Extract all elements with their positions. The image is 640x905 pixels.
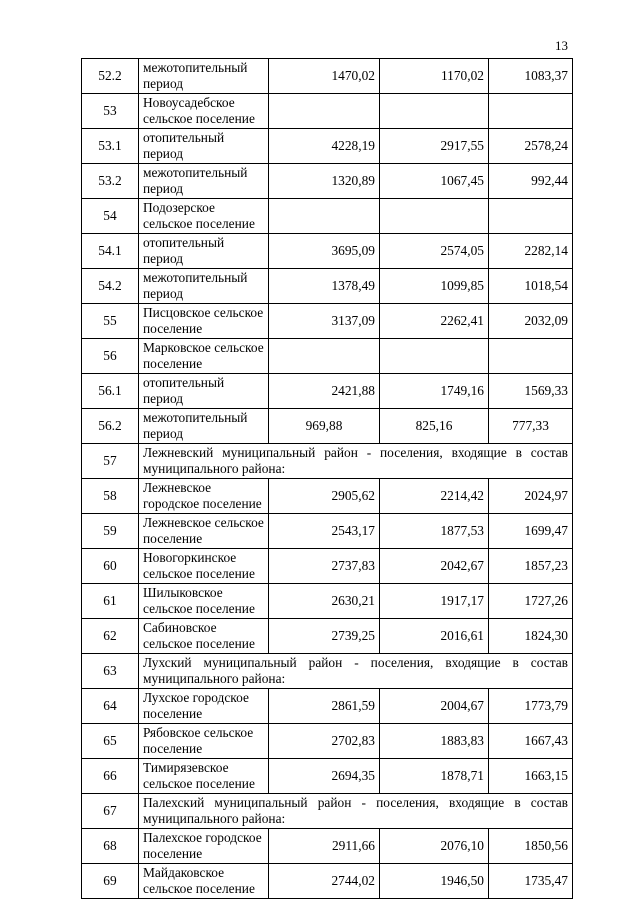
value-cell-3: 1699,47 [489, 514, 573, 549]
row-number: 53 [82, 94, 139, 129]
row-name: Новогоркинское сельское поселение [139, 549, 269, 584]
table-row [82, 234, 573, 269]
value-cell-2: 2004,67 [380, 689, 489, 724]
value-cell-3: 777,33 [489, 409, 573, 444]
row-name: Новоусадебское сельское поселение [139, 94, 269, 129]
table-row [82, 409, 573, 444]
row-number: 58 [82, 479, 139, 514]
table-row [82, 654, 573, 689]
value-cell-2: 2262,41 [380, 304, 489, 339]
value-cell-1: 4228,19 [269, 129, 380, 164]
row-number: 68 [82, 829, 139, 864]
value-cell-2: 1946,50 [380, 864, 489, 899]
value-cell-3: 2024,97 [489, 479, 573, 514]
table-row [82, 759, 573, 794]
value-cell-2: 2574,05 [380, 234, 489, 269]
value-cell-1: 2744,02 [269, 864, 380, 899]
table-row [82, 514, 573, 549]
value-cell-1: 2911,66 [269, 829, 380, 864]
value-cell-3 [489, 339, 573, 374]
value-cell-1: 2421,88 [269, 374, 380, 409]
row-number: 56 [82, 339, 139, 374]
row-name: межотопительный период [139, 269, 269, 304]
row-name: отопительный период [139, 129, 269, 164]
table-row [82, 374, 573, 409]
value-cell-3: 1773,79 [489, 689, 573, 724]
value-cell-3: 1663,15 [489, 759, 573, 794]
table-row [82, 129, 573, 164]
value-cell-2: 1883,83 [380, 724, 489, 759]
row-name: Марковское сельское поселение [139, 339, 269, 374]
table-row [82, 304, 573, 339]
page-number: 13 [555, 38, 568, 53]
row-name: Шилыковское сельское поселение [139, 584, 269, 619]
row-number: 60 [82, 549, 139, 584]
row-number: 54.1 [82, 234, 139, 269]
value-cell-1 [269, 339, 380, 374]
value-cell-3: 1667,43 [489, 724, 573, 759]
value-cell-2 [380, 199, 489, 234]
row-number: 69 [82, 864, 139, 899]
row-number: 65 [82, 724, 139, 759]
row-name: Лежневское городское поселение [139, 479, 269, 514]
table-row [82, 549, 573, 584]
value-cell-2: 825,16 [380, 409, 489, 444]
table-row [82, 619, 573, 654]
value-cell-3: 1727,26 [489, 584, 573, 619]
value-cell-3 [489, 94, 573, 129]
row-number: 67 [82, 794, 139, 829]
value-cell-3: 2032,09 [489, 304, 573, 339]
table-row [82, 794, 573, 829]
row-name: Писцовское сельское поселение [139, 304, 269, 339]
value-cell-2: 1749,16 [380, 374, 489, 409]
value-cell-3: 1018,54 [489, 269, 573, 304]
value-cell-2: 1170,02 [380, 59, 489, 94]
value-cell-1: 2630,21 [269, 584, 380, 619]
value-cell-3: 1850,56 [489, 829, 573, 864]
table-row [82, 584, 573, 619]
row-number: 54 [82, 199, 139, 234]
table-row [82, 444, 573, 479]
value-cell-3: 1857,23 [489, 549, 573, 584]
row-number: 54.2 [82, 269, 139, 304]
district-heading: Палехский муниципальный район - поселения, входящие в состав муниципального района: [139, 794, 573, 829]
row-number: 57 [82, 444, 139, 479]
table-row [82, 59, 573, 94]
tariff-table [81, 58, 573, 899]
value-cell-1: 1470,02 [269, 59, 380, 94]
value-cell-2: 1878,71 [380, 759, 489, 794]
table-row [82, 689, 573, 724]
value-cell-1: 2739,25 [269, 619, 380, 654]
district-heading: Лухский муниципальный район - поселения, входящие в состав муниципального района: [139, 654, 573, 689]
value-cell-1: 969,88 [269, 409, 380, 444]
value-cell-2: 1099,85 [380, 269, 489, 304]
table-row [82, 164, 573, 199]
row-name: межотопительный период [139, 409, 269, 444]
row-number: 56.2 [82, 409, 139, 444]
row-number: 53.2 [82, 164, 139, 199]
row-name: Лухское городское поселение [139, 689, 269, 724]
value-cell-1: 2905,62 [269, 479, 380, 514]
value-cell-1: 2861,59 [269, 689, 380, 724]
value-cell-3: 1569,33 [489, 374, 573, 409]
row-name: Майдаковское сельское поселение [139, 864, 269, 899]
table-row [82, 724, 573, 759]
row-number: 53.1 [82, 129, 139, 164]
row-name: отопительный период [139, 374, 269, 409]
row-number: 59 [82, 514, 139, 549]
value-cell-3: 1735,47 [489, 864, 573, 899]
value-cell-1 [269, 94, 380, 129]
value-cell-3 [489, 199, 573, 234]
table-row [82, 479, 573, 514]
value-cell-2 [380, 94, 489, 129]
value-cell-2: 2076,10 [380, 829, 489, 864]
value-cell-2: 2917,55 [380, 129, 489, 164]
row-name: отопительный период [139, 234, 269, 269]
table-row [82, 829, 573, 864]
table-row [82, 864, 573, 899]
row-number: 62 [82, 619, 139, 654]
row-name: Сабиновское сельское поселение [139, 619, 269, 654]
table-row [82, 269, 573, 304]
row-number: 64 [82, 689, 139, 724]
row-name: Лежневское сельское поселение [139, 514, 269, 549]
value-cell-1: 2543,17 [269, 514, 380, 549]
value-cell-2: 1917,17 [380, 584, 489, 619]
row-number: 55 [82, 304, 139, 339]
value-cell-1 [269, 199, 380, 234]
row-number: 52.2 [82, 59, 139, 94]
row-name: Тимирязевское сельское поселение [139, 759, 269, 794]
row-number: 63 [82, 654, 139, 689]
value-cell-2 [380, 339, 489, 374]
table-row [82, 94, 573, 129]
value-cell-2: 2016,61 [380, 619, 489, 654]
value-cell-2: 1067,45 [380, 164, 489, 199]
value-cell-3: 1083,37 [489, 59, 573, 94]
value-cell-1: 1378,49 [269, 269, 380, 304]
row-name: межотопительный период [139, 59, 269, 94]
table-row [82, 339, 573, 374]
value-cell-3: 2282,14 [489, 234, 573, 269]
district-heading: Лежневский муниципальный район - поселения, входящие в состав муниципального района: [139, 444, 573, 479]
row-number: 66 [82, 759, 139, 794]
value-cell-2: 1877,53 [380, 514, 489, 549]
value-cell-2: 2214,42 [380, 479, 489, 514]
row-name: межотопительный период [139, 164, 269, 199]
value-cell-3: 1824,30 [489, 619, 573, 654]
row-number: 61 [82, 584, 139, 619]
row-number: 56.1 [82, 374, 139, 409]
value-cell-1: 2737,83 [269, 549, 380, 584]
value-cell-1: 1320,89 [269, 164, 380, 199]
value-cell-1: 2694,35 [269, 759, 380, 794]
value-cell-1: 2702,83 [269, 724, 380, 759]
value-cell-3: 2578,24 [489, 129, 573, 164]
table-row [82, 199, 573, 234]
value-cell-3: 992,44 [489, 164, 573, 199]
row-name: Палехское городское поселение [139, 829, 269, 864]
table-body [82, 59, 573, 899]
value-cell-1: 3137,09 [269, 304, 380, 339]
value-cell-1: 3695,09 [269, 234, 380, 269]
row-name: Рябовское сельское поселение [139, 724, 269, 759]
row-name: Подозерское сельское поселение [139, 199, 269, 234]
value-cell-2: 2042,67 [380, 549, 489, 584]
